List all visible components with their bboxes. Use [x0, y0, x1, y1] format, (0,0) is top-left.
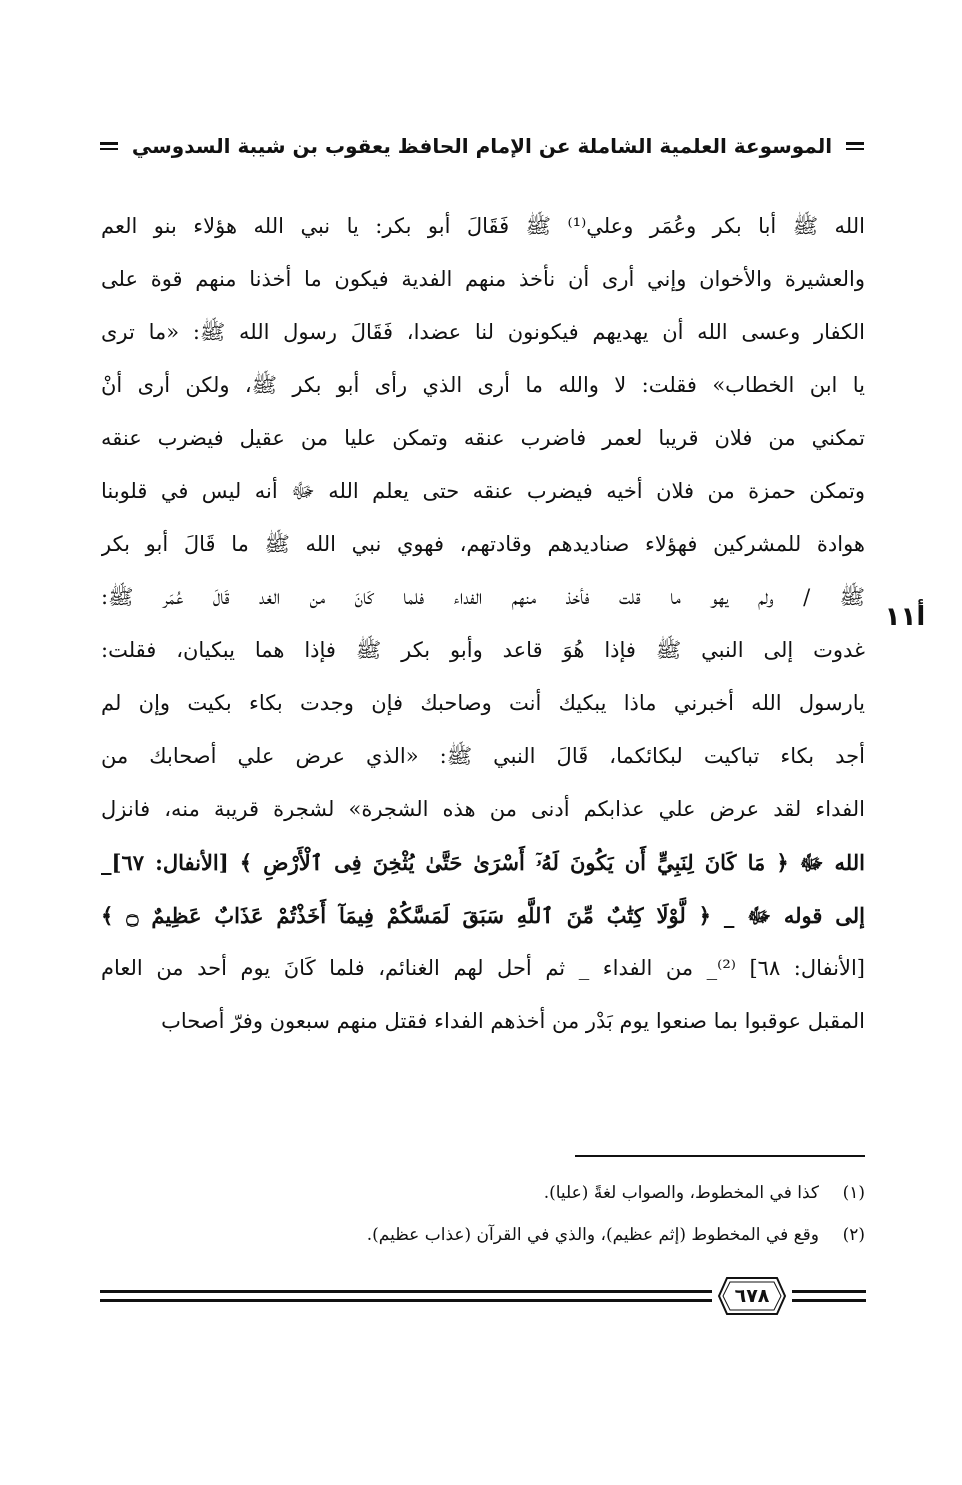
text-line: أجد بكاء تباكيت لبكائكما، قَالَ النبي ﷺ: «الذي عرض علي أصحابك من: [101, 744, 865, 768]
page-number: ٦٧٨: [734, 1285, 770, 1307]
footnote-number: (٢): [842, 1225, 865, 1245]
footnote: [300, 1172, 865, 1214]
footnotes: [300, 1172, 865, 1256]
quran-verse-line: إلى قوله ﷻ _ ﴿ لَّوْلَا كِتَٰبٌ مِّنَ ٱللَّهِ سَبَقَ لَمَسَّكُمْ فِيمَآ أَخَذْتُمْ عَذَابٌ عَظِيمٌ ۝ ﴾: [101, 903, 865, 928]
body-text: [101, 200, 865, 1048]
header-rule-right: [846, 142, 864, 150]
text-line: يارسول الله أخبرني ماذا يبكيك أنت وصاحبك فإن وجدت بكاء بكيت وإن لم: [101, 691, 865, 715]
text-line: والعشيرة والأخوان وإني أرى أن نأخذ منهم الفدية فيكون ما أخذنا منهم قوة على: [101, 267, 865, 291]
manuscript-folio-marker: أ١١: [884, 602, 926, 632]
text-line: [الأنفال: ٦٨] ⁽²⁾_ من الفداء _ ثم أحل لهم الغنائم، فلما كَانَ يوم أحد من العام: [101, 956, 865, 980]
text-line: غدوت إلى النبي ﷺ فإذا هُوَ قاعد وأبو بكر ﷺ فإذا هما يبكيان، فقلت:: [101, 638, 865, 662]
header-rule-left: [100, 142, 118, 150]
text-line: يا ابن الخطاب» فقلت: لا والله ما أرى الذي رأى أبو بكر ﷺ، ولكن أرى أنْ: [101, 373, 865, 397]
footer-rule-left: [100, 1290, 712, 1302]
footnote-text: كذا في المخطوط، والصواب لغةً (عليا).: [543, 1183, 819, 1203]
text-line: الفداء لقد عرض علي عذابكم أدنى من هذه الشجرة» لشجرة قريبة منه، فانزل: [101, 797, 865, 821]
text-line: وتمكن حمزة من فلان أخيه فيضرب عنقه حتى يعلم الله ﷻ أنه ليس في قلوبنا: [101, 479, 865, 503]
running-header: [100, 126, 864, 166]
quran-verse-line: الله ﷻ ﴿ مَا كَانَ لِنَبِيٍّ أَن يَكُونَ لَهُۥٓ أَسْرَىٰ حَتَّىٰ يُثْخِنَ فِى ٱلْأَرْضِ ﴾ [الأنفال: ٦٧]_: [101, 850, 865, 875]
footnote-number: (١): [842, 1183, 865, 1203]
text-line: هوادة للمشركين فهؤلاء صناديدهم وقادتهم، فهوي نبي الله ﷺ ما قَالَ أبو بكر: [101, 532, 865, 556]
footnote-text: وقع في المخطوط (إثم عظيم)، والذي في القرآن (عذاب عظيم).: [366, 1225, 819, 1245]
page-number-frame: [717, 1276, 787, 1316]
footnote: [300, 1214, 865, 1256]
text-line: ﷺ / ولم يهو ما قلت فأخذ منهم الفداء فلما كَانَ من الغد قَالَ عُمَر ﷺ:: [101, 585, 865, 609]
footnote-separator: [575, 1155, 865, 1157]
text-line: المقبل عوقبوا بما صنعوا يوم بَدْر من أخذهم الفداء فقتل منهم سبعون وفرّ أصحاب: [161, 1009, 865, 1033]
text-line: الله ﷺ أبا بكر وعُمَر وعلي⁽¹⁾ ﷺ فَقَالَ أبو بكر: يا نبي الله هؤلاء بنو العم: [101, 214, 865, 238]
text-line: الكفار وعسى الله أن يهديهم فيكونون لنا عضدا، فَقَالَ رسول الله ﷺ: «ما ترى: [101, 320, 865, 344]
header-title: الموسوعة العلمية الشاملة عن الإمام الحافظ يعقوب بن شيبة السدوسي: [131, 134, 833, 158]
text-line: تمكني من فلان قريبا لعمر فاضرب عنقه وتمكن عليا من عقيل فيضرب عنقه: [101, 426, 865, 450]
footer-rule-right: [792, 1290, 866, 1302]
